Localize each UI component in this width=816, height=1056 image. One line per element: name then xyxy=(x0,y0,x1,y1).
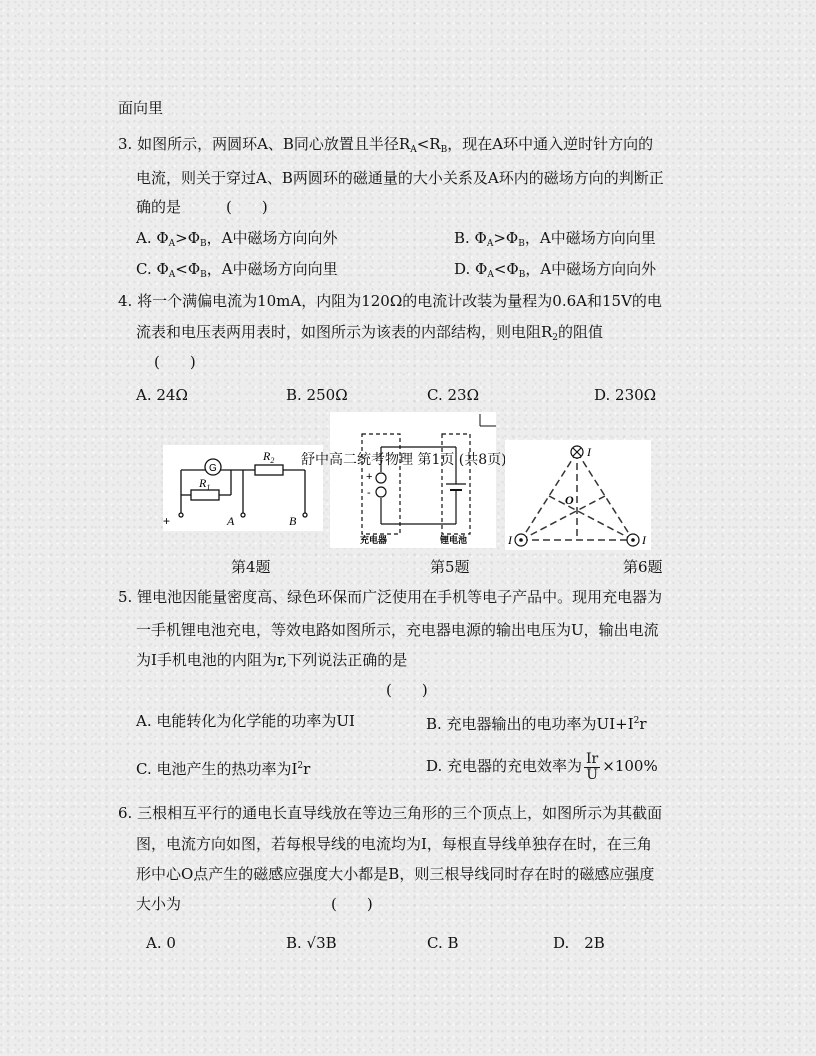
q3-line-3: 确的是 ( ) xyxy=(136,198,268,216)
q6-line-2: 图，电流方向如图，若每根导线的电流均为I，每根直导线单独存在时，在三角 xyxy=(136,835,652,853)
efficiency-fraction: $\frac{Ir}{U}$ xyxy=(586,750,599,783)
figure-5-charger-circuit xyxy=(330,412,496,548)
fig5-plus-label: + xyxy=(366,471,373,483)
fig6-wire-right xyxy=(627,534,639,546)
q6-option-a: A. 0 xyxy=(146,934,176,952)
q6-line-3: 形中心O点产生的磁感应强度大小都是B，则三根导线同时存在时的磁感应强度 xyxy=(136,865,655,883)
figure-4-circuit xyxy=(163,445,323,531)
q5-line-2: 一手机锂电池充电，等效电路如图所示，充电器电源的输出电压为U，输出电流 xyxy=(136,621,659,639)
q5-option-a: A. 电能转化为化学能的功率为UI xyxy=(136,712,355,730)
q3-option-d: D. $\Phi_A<\Phi_B$，A中磁场方向向外 xyxy=(454,260,657,280)
fig5-charger-label: 充电器 xyxy=(360,536,388,546)
fig6-wire-top xyxy=(571,446,583,458)
fig4-caption: 第4题 xyxy=(231,558,271,576)
fig4-r2-label: $R_2$ xyxy=(263,449,275,465)
fig6-label-right: I xyxy=(642,533,646,547)
fig4-a-label: A xyxy=(227,514,235,528)
q3-line-1: 3. 如图所示，两圆环A、B同心放置且半径$R_A<R_B$，现在A环中通入逆时针方向的 xyxy=(118,135,654,155)
q4-line-1: 4. 将一个满偏电流为10mA，内阻为120Ω的电流计改装为量程为0.6A和15V的电 xyxy=(118,292,662,310)
q6-line-1: 6. 三根相互平行的通电长直导线放在等边三角形的三个顶点上，如图所示为其截面 xyxy=(118,804,663,822)
fig6-wire-left xyxy=(515,534,527,546)
q5-line-3: 为I手机电池的内阻为r,下列说法正确的是 xyxy=(136,651,408,669)
q4-option-b: B. 250Ω xyxy=(286,386,348,404)
fig5-minus-label: - xyxy=(367,487,371,499)
fig6-label-top: I xyxy=(587,445,591,459)
q4-line-3: ( ) xyxy=(154,353,196,371)
q4-option-c: C. 23Ω xyxy=(427,386,480,404)
q6-option-c: C. B xyxy=(427,934,459,952)
fig4-b-label: B xyxy=(289,514,297,528)
q5-line-1: 5. 锂电池因能量密度高、绿色环保而广泛使用在手机等电子产品中。现用充电器为 xyxy=(118,588,663,606)
prev-question-tail: 面向里 xyxy=(118,99,164,117)
fig4-r1-label: $R_1$ xyxy=(199,476,211,492)
fig6-caption: 第6题 xyxy=(623,558,663,576)
q4-option-a: A. 24Ω xyxy=(136,386,188,404)
q3-line-2: 电流，则关于穿过A、B两圆环的磁通量的大小关系及A环内的磁场方向的判断正 xyxy=(136,169,664,187)
q3-option-b: B. $\Phi_A>\Phi_B$，A中磁场方向向里 xyxy=(454,229,656,249)
q5-option-d: D. 充电器的充电效率为 $\frac{Ir}{U}$ ×100% xyxy=(426,750,658,783)
q6-option-b: B. √3B xyxy=(286,934,337,952)
q3-option-c: C. $\Phi_A<\Phi_B$，A中磁场方向向里 xyxy=(136,260,338,280)
fig6-label-left: I xyxy=(508,533,512,547)
fig5-battery-label: 锂电池 xyxy=(440,536,468,546)
fig6-label-center: O xyxy=(565,493,574,507)
fig4-galvanometer-label: G xyxy=(209,463,217,474)
page-footer-overlay: 舒中高二统考物理 第1页 (共8页) xyxy=(301,452,507,468)
q6-option-d: D. 2B xyxy=(553,934,605,952)
q6-line-4: 大小为 ( ) xyxy=(136,895,373,913)
q3-option-a: A. $\Phi_A>\Phi_B$，A中磁场方向向外 xyxy=(136,229,338,249)
fig4-plus-label: + xyxy=(163,514,171,528)
q5-option-c: C. 电池产生的热功率为$I^2r$ xyxy=(136,760,311,778)
q5-line-4: ( ) xyxy=(386,681,428,699)
q5-option-b: B. 充电器输出的电功率为$UI+I^2r$ xyxy=(426,715,647,733)
q4-line-2: 流表和电压表两用表时，如图所示为该表的内部结构，则电阻$R_2$的阻值 xyxy=(136,323,604,343)
q4-option-d: D. 230Ω xyxy=(594,386,657,404)
figure-6-triangle-wires xyxy=(505,440,651,550)
fig5-caption: 第5题 xyxy=(430,558,470,576)
